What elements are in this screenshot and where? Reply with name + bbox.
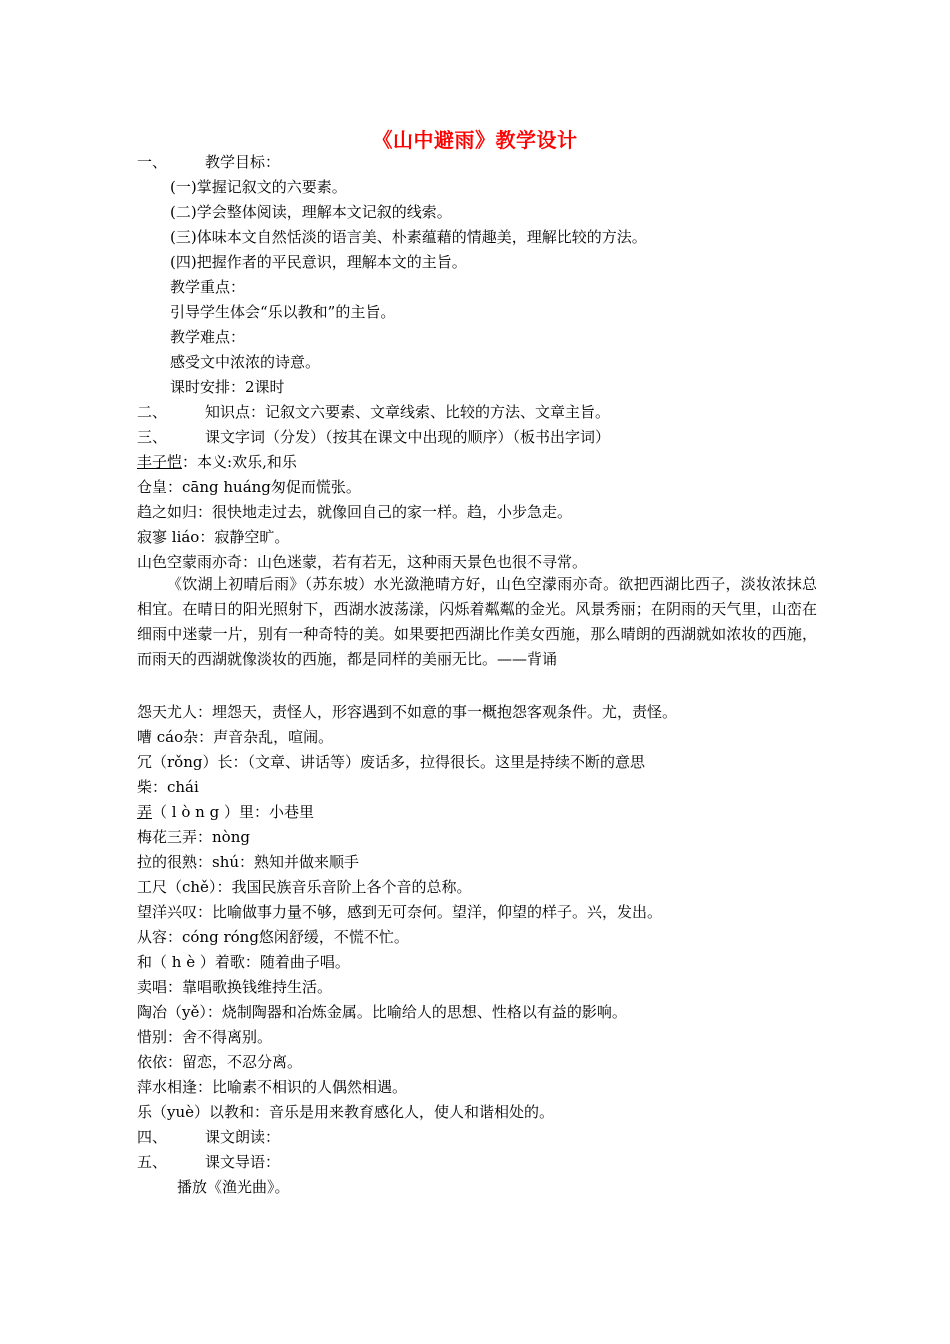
difficulty-text: 感受文中浓浓的诗意。 <box>170 353 321 371</box>
vocab-item: 仓皇：cāng huáng匆促而慌张。 <box>137 478 361 496</box>
section-3-number: 三、 <box>137 428 168 446</box>
vocab-item: 趋之如归：很快地走过去，就像回自己的家一样。趋，小步急走。 <box>137 503 573 521</box>
vocab-item: 寂寥 liáo：寂静空旷。 <box>137 528 290 546</box>
vocab-item: 从容：cóng róng悠闲舒缓，不慌不忙。 <box>137 928 409 946</box>
vocab-item <box>137 453 297 471</box>
vocab-item: 惜别：舍不得离别。 <box>137 1028 273 1046</box>
vocab-item: 乐（yuè）以教和：音乐是用来教育感化人，使人和谐相处的。 <box>137 1103 555 1121</box>
poem-paragraph: 《饮湖上初晴后雨》（苏东坡）水光潋滟晴方好，山色空濛雨亦奇。欲把西湖比西子，淡妆浓抹总相宜。在晴日的阳光照射下，西湖水波荡漾，闪烁着粼粼的金光。风景秀丽；在阴雨的天气里，山峦在细雨中迷蒙一片，别有一种奇特的美。如果要把西湖比作美女西施，那么晴朗的西湖就如浓妆的西施，而雨天的西湖就像淡妆的西施，都是同样的美丽无比。——背诵 <box>137 575 817 668</box>
difficulty-label: 教学难点： <box>170 328 246 346</box>
goal-item: (三)体味本文自然恬淡的语言美、朴素蕴藉的情趣美，理解比较的方法。 <box>170 228 647 246</box>
section-5-label: 课文导语： <box>205 1153 281 1171</box>
section-5-number: 五、 <box>137 1153 168 1171</box>
section-1-label: 教学目标： <box>205 153 281 171</box>
focus-label: 教学重点： <box>170 278 246 296</box>
vocab-item <box>137 803 314 821</box>
section-4-number: 四、 <box>137 1128 168 1146</box>
vocab-item: 梅花三弄：nòng <box>137 828 250 846</box>
section-4-label: 课文朗读： <box>205 1128 281 1146</box>
vocab-item: 怨天尤人：埋怨天，责怪人，形容遇到不如意的事一概抱怨客观条件。尤，责怪。 <box>137 703 678 721</box>
vocab-definition: （ l ò n g ）里：小巷里 <box>152 803 314 821</box>
vocab-item: 拉的很熟：shú：熟知并做来顺手 <box>137 853 360 871</box>
vocab-definition: ：本义:欢乐,和乐 <box>182 453 297 471</box>
section-2-label: 知识点：记叙文六要素、文章线索、比较的方法、文章主旨。 <box>205 403 611 421</box>
vocab-item: 和（ h è ）着歌：随着曲子唱。 <box>137 953 350 971</box>
schedule-text: 课时安排：2课时 <box>170 378 285 396</box>
vocab-word: 丰子恺 <box>137 453 183 471</box>
section-3-label: 课文字词（分发）（按其在课文中出现的顺序）（板书出字词） <box>205 428 611 446</box>
section-1-number: 一、 <box>137 153 168 171</box>
goal-item: (四)把握作者的平民意识，理解本文的主旨。 <box>170 253 467 271</box>
vocab-item: 工尺（chě）：我国民族音乐音阶上各个音的总称。 <box>137 878 472 896</box>
focus-text: 引导学生体会“乐以教和”的主旨。 <box>170 303 396 321</box>
vocab-item: 卖唱：靠唱歌换钱维持生活。 <box>137 978 333 996</box>
vocab-item: 萍水相逢：比喻素不相识的人偶然相遇。 <box>137 1078 408 1096</box>
document-title: 《山中避雨》教学设计 <box>372 128 578 152</box>
vocab-item: 山色空蒙雨亦奇：山色迷蒙，若有若无，这种雨天景色也很不寻常。 <box>137 553 588 571</box>
vocab-item: 嘈 cáo杂：声音杂乱，喧闹。 <box>137 728 334 746</box>
section-2-number: 二、 <box>137 403 168 421</box>
vocab-item: 依依：留恋，不忍分离。 <box>137 1053 303 1071</box>
goal-item: (一)掌握记叙文的六要素。 <box>170 178 347 196</box>
vocab-item: 柴：chái <box>137 778 199 796</box>
goal-item: (二)学会整体阅读，理解本文记叙的线索。 <box>170 203 452 221</box>
vocab-item: 陶冶（yě）：烧制陶器和冶炼金属。比喻给人的思想、性格以有益的影响。 <box>137 1003 627 1021</box>
vocab-item: 冗（rǒng）长：（文章、讲话等）废话多，拉得很长。这里是持续不断的意思 <box>137 753 645 771</box>
play-line: 播放《渔光曲》。 <box>177 1178 290 1196</box>
vocab-word: 弄 <box>137 803 153 821</box>
vocab-item: 望洋兴叹：比喻做事力量不够，感到无可奈何。望洋，仰望的样子。兴，发出。 <box>137 903 663 921</box>
